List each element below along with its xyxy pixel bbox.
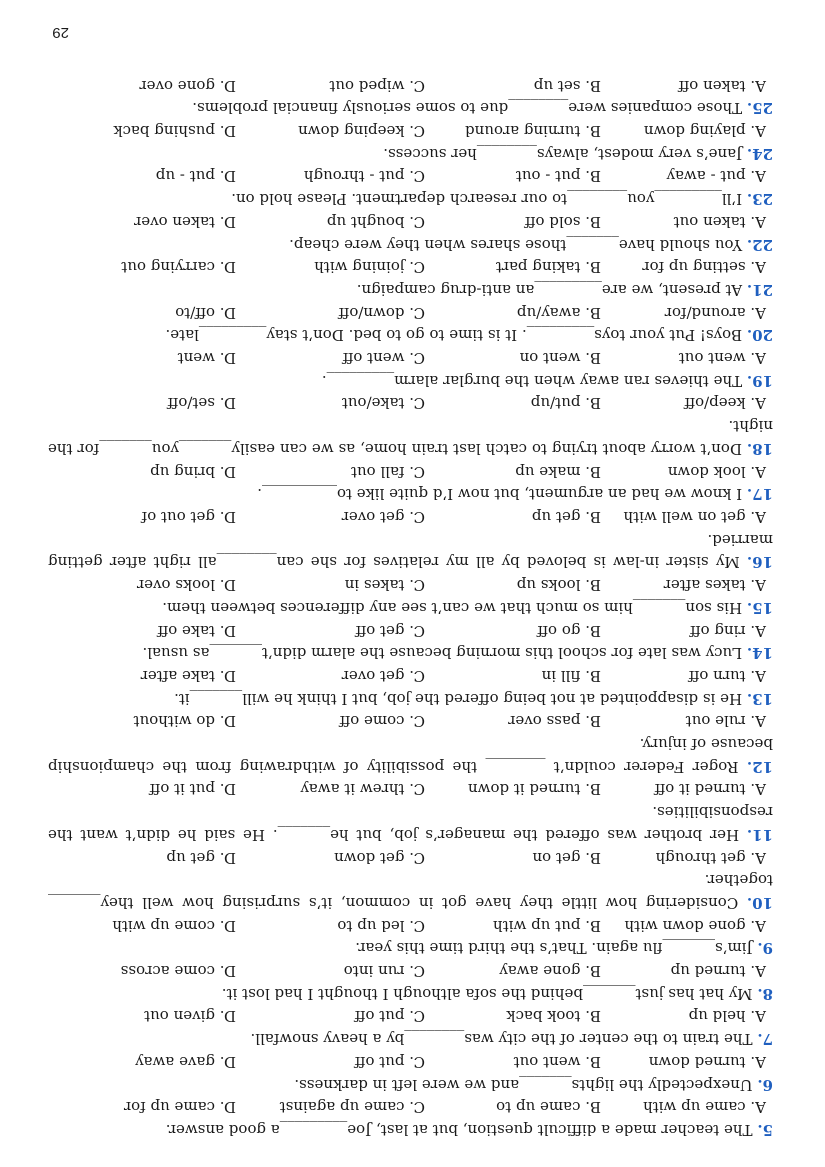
answer-option-b: B. put/up (530, 394, 601, 413)
answer-option-d: D. get up (166, 848, 236, 867)
question-stem (48, 687, 773, 710)
option-row (48, 392, 773, 415)
option-row (48, 914, 773, 937)
answer-option-b: B. away/up (516, 303, 601, 322)
option-row (48, 664, 773, 687)
answer-option-d: D. take after (140, 666, 236, 685)
answer-option-c: C. bought up (326, 212, 425, 231)
option-row (48, 1096, 773, 1119)
answer-option-c: C. put off (354, 1007, 425, 1026)
answer-option-b: B. gone away (499, 962, 601, 981)
answer-option-b: B. go off (537, 621, 601, 640)
option-row (48, 1050, 773, 1073)
question-number: 8. (757, 984, 773, 1003)
question-text: The train to the center of the city was________by a heavy snowfall. (250, 1030, 753, 1049)
question-item (48, 573, 773, 618)
option-row (48, 119, 773, 142)
question-text: Roger Federer couldn’t ________ the possibility of withdrawing from the championship because of injury. (48, 735, 773, 776)
answer-option-b: B. went out (513, 1052, 601, 1071)
question-item (48, 710, 773, 778)
answer-option-d: D. off/to (175, 303, 236, 322)
answer-option-d: D. pushing back (113, 122, 236, 141)
question-number: 22. (746, 235, 773, 254)
answer-option-c: C. fall out (350, 462, 425, 481)
answer-option-a: A. around/for (664, 303, 766, 322)
option-row (48, 1005, 773, 1028)
answer-option-b: B. get on (532, 848, 601, 867)
question-text: At present, we are_________an anti-drug campaign. (356, 280, 743, 299)
question-item (48, 505, 773, 573)
question-number: 23. (746, 190, 773, 209)
question-stem (48, 97, 773, 120)
option-row (48, 165, 773, 188)
answer-option-c: C. went off (342, 349, 425, 368)
question-number: 15. (746, 598, 773, 617)
question-number: 13. (746, 689, 773, 708)
answer-option-d: D. get out of (141, 508, 236, 527)
question-item (48, 256, 773, 301)
question-item (48, 1050, 773, 1095)
question-stem (48, 324, 773, 347)
answer-option-a: A. went out (678, 349, 766, 368)
question-text: I’ll_________you________to our research department. Please hold on. (231, 190, 743, 209)
question-item (48, 210, 773, 255)
answer-option-d: D. taken over (134, 212, 236, 231)
answer-option-c: C. take/out (341, 394, 425, 413)
answer-option-b: B. get up (531, 508, 601, 527)
question-item (48, 346, 773, 391)
question-stem (48, 233, 773, 256)
answer-option-b: B. set up (533, 76, 601, 95)
question-stem (48, 596, 773, 619)
question-item (48, 914, 773, 959)
answer-option-b: B. turning around (465, 122, 601, 141)
question-stem (48, 142, 773, 165)
answer-option-d: D. put - up (155, 167, 236, 186)
question-stem (48, 732, 773, 777)
answer-option-d: D. came up for (123, 1098, 236, 1117)
answer-option-c: C. led up to (337, 916, 425, 935)
option-row (48, 959, 773, 982)
option-row (48, 74, 773, 97)
answer-option-c: C. keeping down (298, 122, 425, 141)
answer-option-a: A. turned it off (654, 780, 766, 799)
answer-option-a: A. taken out (673, 212, 766, 231)
answer-option-d: D. carrying out (121, 258, 236, 277)
question-text: You should have_______those shares when they were cheap. (289, 235, 743, 254)
question-number: 18. (746, 439, 773, 458)
answer-option-a: A. look down (667, 462, 766, 481)
question-item (48, 392, 773, 460)
answer-option-b: B. taking part (495, 258, 601, 277)
question-number: 10. (746, 893, 773, 912)
answer-option-d: D. take off (157, 621, 236, 640)
answer-option-a: A. held up (688, 1007, 766, 1026)
answer-option-a: A. playing down (643, 122, 766, 141)
answer-option-a: A. keep/off (684, 394, 766, 413)
question-item (48, 846, 773, 914)
answer-option-a: A. takes after (663, 576, 766, 595)
option-row (48, 619, 773, 642)
question-item (48, 119, 773, 164)
question-text: He is disappointed at not being offered the job, but I think he will_______it. (174, 689, 743, 708)
answer-option-d: D. bring up (150, 462, 236, 481)
question-text: Don’t worry about trying to catch last train home, as we can easily_______you_______for the night. (48, 417, 773, 458)
question-stem (48, 800, 773, 845)
question-item (48, 664, 773, 709)
answer-option-d: D. come up with (112, 916, 236, 935)
answer-option-c: C. run into (343, 962, 425, 981)
answer-option-c: C. come off (339, 712, 425, 731)
option-row (48, 256, 773, 279)
question-text: Jim’s_______flu again. That’s the third time this year. (355, 939, 753, 958)
question-item (48, 1005, 773, 1050)
answer-option-a: A. put - away (666, 167, 766, 186)
answer-option-a: A. get on well with (623, 508, 766, 527)
answer-option-c: C. put off (354, 1052, 425, 1071)
answer-option-c: C. joining with (314, 258, 425, 277)
question-stem (48, 369, 773, 392)
option-row (48, 460, 773, 483)
answer-option-b: B. put up with (493, 916, 601, 935)
question-item (48, 165, 773, 210)
answer-option-a: A. gone down with (624, 916, 766, 935)
answer-option-b: B. make up (515, 462, 601, 481)
answer-option-a: A. get through (655, 848, 766, 867)
option-row (48, 301, 773, 324)
answer-option-b: B. pass over (508, 712, 601, 731)
question-number: 16. (746, 553, 773, 572)
question-stem (48, 642, 773, 665)
question-text: My hat has just_______behind the sofa although I thought I had lost it. (221, 984, 753, 1003)
question-stem (48, 483, 773, 506)
answer-option-c: C. get over (341, 666, 425, 685)
question-number: 6. (757, 1075, 773, 1094)
question-text: Those companies were________due to some seriously financial problems. (192, 99, 743, 118)
answer-option-d: D. gave away (135, 1052, 236, 1071)
question-number: 25. (746, 99, 773, 118)
question-text: The teacher made a difficult question, but at last, Joe_________a good answer. (165, 1121, 753, 1139)
option-row (48, 210, 773, 233)
option-row (48, 346, 773, 369)
question-number: 19. (746, 371, 773, 390)
answer-option-d: D. looks over (137, 576, 236, 595)
question-text: Her brother was offered the manager’s job, but he_______. He said he didn’t want the responsibilities. (48, 803, 773, 844)
question-stem (48, 1073, 773, 1096)
answer-option-a: A. rule out (685, 712, 766, 731)
answer-option-a: A. turned up (670, 962, 766, 981)
answer-option-b: B. looks up (516, 576, 601, 595)
answer-option-d: D. set/off (167, 394, 236, 413)
question-number: 11. (746, 825, 773, 844)
answer-option-c: C. get down (334, 848, 425, 867)
question-stem (48, 1027, 773, 1050)
answer-option-c: C. came up against (279, 1098, 425, 1117)
answer-option-b: B. went on (519, 349, 601, 368)
question-number: 17. (746, 485, 773, 504)
question-text: Jane’s very modest, always________her success. (383, 144, 743, 163)
question-text: Lucy was late for school this morning because the alarm didn’t_______as usual. (142, 644, 743, 663)
answer-option-c: C. get off (355, 621, 425, 640)
question-text: Considering how little they have got in common, it’s surprising how well they_______ together. (48, 871, 773, 912)
question-number: 24. (746, 144, 773, 163)
answer-option-b: B. sold off (524, 212, 601, 231)
question-item (48, 74, 773, 119)
page-number: 29 (52, 24, 69, 41)
answer-option-c: C. threw it away (300, 780, 425, 799)
answer-option-b: B. turned it down (467, 780, 601, 799)
question-stem (48, 937, 773, 960)
question-stem (48, 415, 773, 460)
question-item (48, 619, 773, 664)
answer-option-d: D. come across (120, 962, 236, 981)
question-item (48, 959, 773, 1004)
question-text: Boys! Put your toys_________. It is time to go to bed. Don’t stay_________late. (165, 326, 743, 345)
answer-option-a: A. setting up for (642, 258, 766, 277)
question-number: 20. (746, 326, 773, 345)
answer-option-c: C. wiped out (329, 76, 425, 95)
question-item (48, 301, 773, 346)
answer-option-a: A. came up with (643, 1098, 766, 1117)
question-number: 12. (746, 757, 773, 776)
answer-option-c: C. put - through (303, 167, 425, 186)
answer-option-d: D. put it off (149, 780, 236, 799)
question-number: 7. (757, 1030, 773, 1049)
question-item (48, 460, 773, 505)
question-text: His son_______him so much that we can’t see any differences between them. (162, 598, 743, 617)
answer-option-a: A. turned down (648, 1052, 766, 1071)
option-row (48, 846, 773, 869)
answer-option-d: D. do without (133, 712, 236, 731)
answer-option-b: B. put - out (515, 167, 601, 186)
answer-option-a: A. taken off (678, 76, 766, 95)
question-text: My sister in-law is beloved by all my relatives for she can________all right after getting married. (48, 530, 773, 572)
question-stem (48, 982, 773, 1005)
question-text: I know we had an argument, but now I’d quite like to__________. (257, 485, 743, 504)
answer-option-c: C. takes in (344, 576, 425, 595)
question-number: 21. (746, 280, 773, 299)
question-stem (48, 528, 773, 573)
question-stem (48, 869, 773, 914)
question-item (48, 1096, 773, 1141)
answer-option-b: B. fill in (541, 666, 601, 685)
option-row (48, 505, 773, 528)
question-stem (48, 278, 773, 301)
question-number: 5. (757, 1121, 773, 1139)
answer-option-d: D. gone over (139, 76, 236, 95)
option-row (48, 573, 773, 596)
question-text: Unexpectedly the lights_______and we were left in darkness. (294, 1075, 753, 1094)
question-item (48, 778, 773, 846)
question-list (48, 74, 773, 1141)
answer-option-c: C. get over (341, 508, 425, 527)
option-row (48, 710, 773, 733)
answer-option-b: B. came up to (496, 1098, 601, 1117)
answer-option-d: D. went (177, 349, 236, 368)
question-stem (48, 187, 773, 210)
question-text: The thieves ran away when the burglar alarm_________. (321, 371, 743, 390)
answer-option-a: A. ring off (689, 621, 766, 640)
question-number: 14. (746, 644, 773, 663)
answer-option-c: C. down/off (338, 303, 425, 322)
option-row (48, 778, 773, 801)
answer-option-b: B. took back (506, 1007, 601, 1026)
question-number: 9. (757, 939, 773, 958)
answer-option-a: A. turn off (688, 666, 766, 685)
question-stem (48, 1118, 773, 1141)
answer-option-d: D. given out (144, 1007, 236, 1026)
